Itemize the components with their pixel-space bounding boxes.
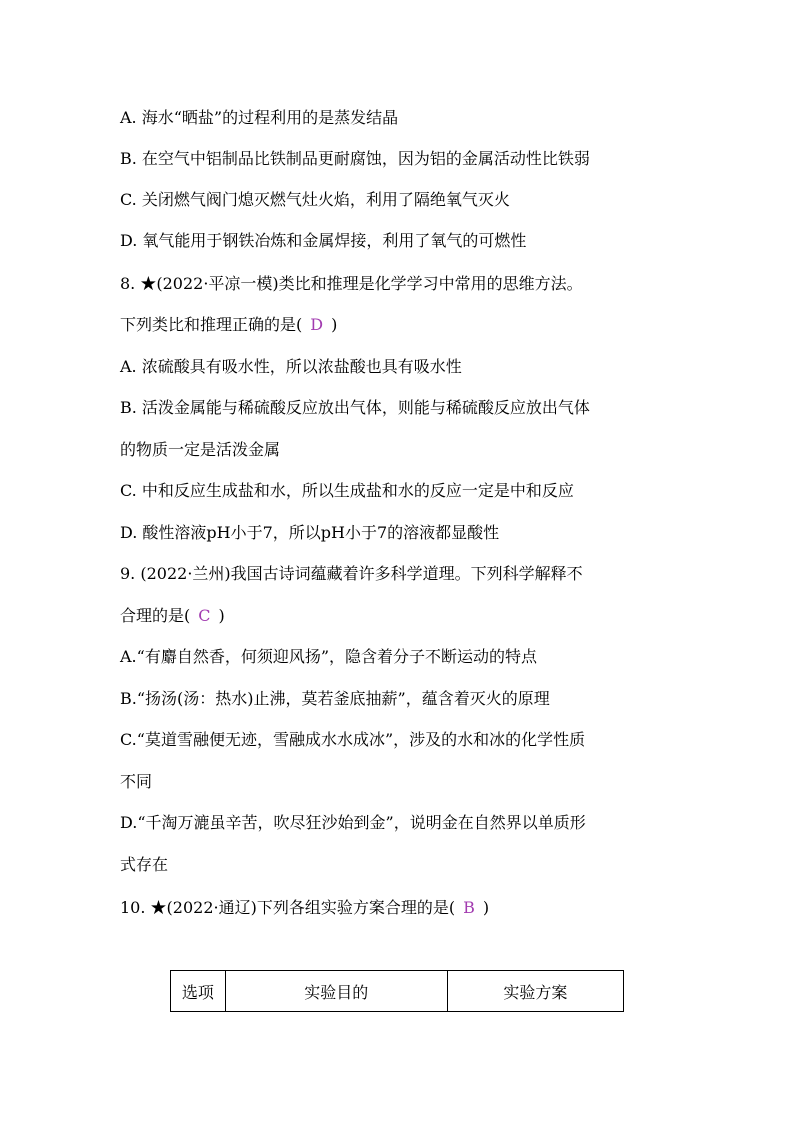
- q9-option-d-line1: D.“千淘万漉虽辛苦，吹尽狂沙始到金”，说明金在自然界以单质形: [120, 813, 586, 832]
- q7-option-d: D. 氧气能用于钢铁冶炼和金属焊接，利用了氧气的可燃性: [120, 231, 527, 250]
- q9-option-a: A.“有麝自然香，何须迎风扬”，隐含着分子不断运动的特点: [120, 647, 538, 666]
- q8-stem-line2: [120, 315, 337, 335]
- q9-option-c-line1: C.“莫道雪融便无迹，雪融成水水成冰”，涉及的水和冰的化学性质: [120, 730, 586, 749]
- table-header-row: [171, 971, 624, 1012]
- q8-option-b-line2: 的物质一定是活泼金属: [120, 440, 281, 459]
- q10-answer: B: [463, 898, 475, 917]
- q9-option-b: B.“扬汤(汤：热水)止沸，莫若釜底抽薪”，蕴含着灭火的原理: [120, 689, 550, 708]
- q9-stem-text: 合理的是(: [120, 606, 191, 625]
- q8-stem-line1: 8. ★(2022·平凉一模)类比和推理是化学学习中常用的思维方法。: [120, 274, 583, 293]
- table-header-plan: 实验方案: [447, 971, 623, 1012]
- q9-option-c-line2: 不同: [120, 772, 153, 791]
- q7-option-a: A. 海水“晒盐”的过程利用的是蒸发结晶: [120, 108, 399, 127]
- q8-option-d: D. 酸性溶液pH小于7，所以pH小于7的溶液都显酸性: [120, 523, 500, 542]
- q8-option-a: A. 浓硫酸具有吸水性，所以浓盐酸也具有吸水性: [120, 357, 462, 376]
- q8-answer: D: [310, 315, 324, 334]
- q8-option-c: C. 中和反应生成盐和水，所以生成盐和水的反应一定是中和反应: [120, 481, 574, 500]
- table-header-purpose: 实验目的: [225, 971, 447, 1012]
- q8-close-paren: ): [331, 315, 338, 334]
- q9-close-paren: ): [218, 606, 225, 625]
- q9-stem-line2: [120, 606, 225, 626]
- q10-close-paren: ): [482, 898, 490, 917]
- q10-stem: [120, 898, 489, 918]
- experiment-table: [170, 970, 624, 1012]
- q10-stem-text: 10. ★(2022·通辽)下列各组实验方案合理的是(: [120, 898, 456, 917]
- q8-option-b-line1: B. 活泼金属能与稀硫酸反应放出气体，则能与稀硫酸反应放出气体: [120, 398, 590, 417]
- q7-option-b: B. 在空气中铝制品比铁制品更耐腐蚀，因为铝的金属活动性比铁弱: [120, 149, 590, 168]
- q8-stem-text: 下列类比和推理正确的是(: [120, 315, 303, 334]
- table-header-option: 选项: [171, 971, 226, 1012]
- q7-option-c: C. 关闭燃气阀门熄灭燃气灶火焰，利用了隔绝氧气灭火: [120, 190, 510, 209]
- q9-answer: C: [198, 606, 211, 625]
- q9-option-d-line2: 式存在: [120, 855, 169, 874]
- q9-stem-line1: 9. (2022·兰州)我国古诗词蕴藏着许多科学道理。下列科学解释不: [120, 564, 583, 583]
